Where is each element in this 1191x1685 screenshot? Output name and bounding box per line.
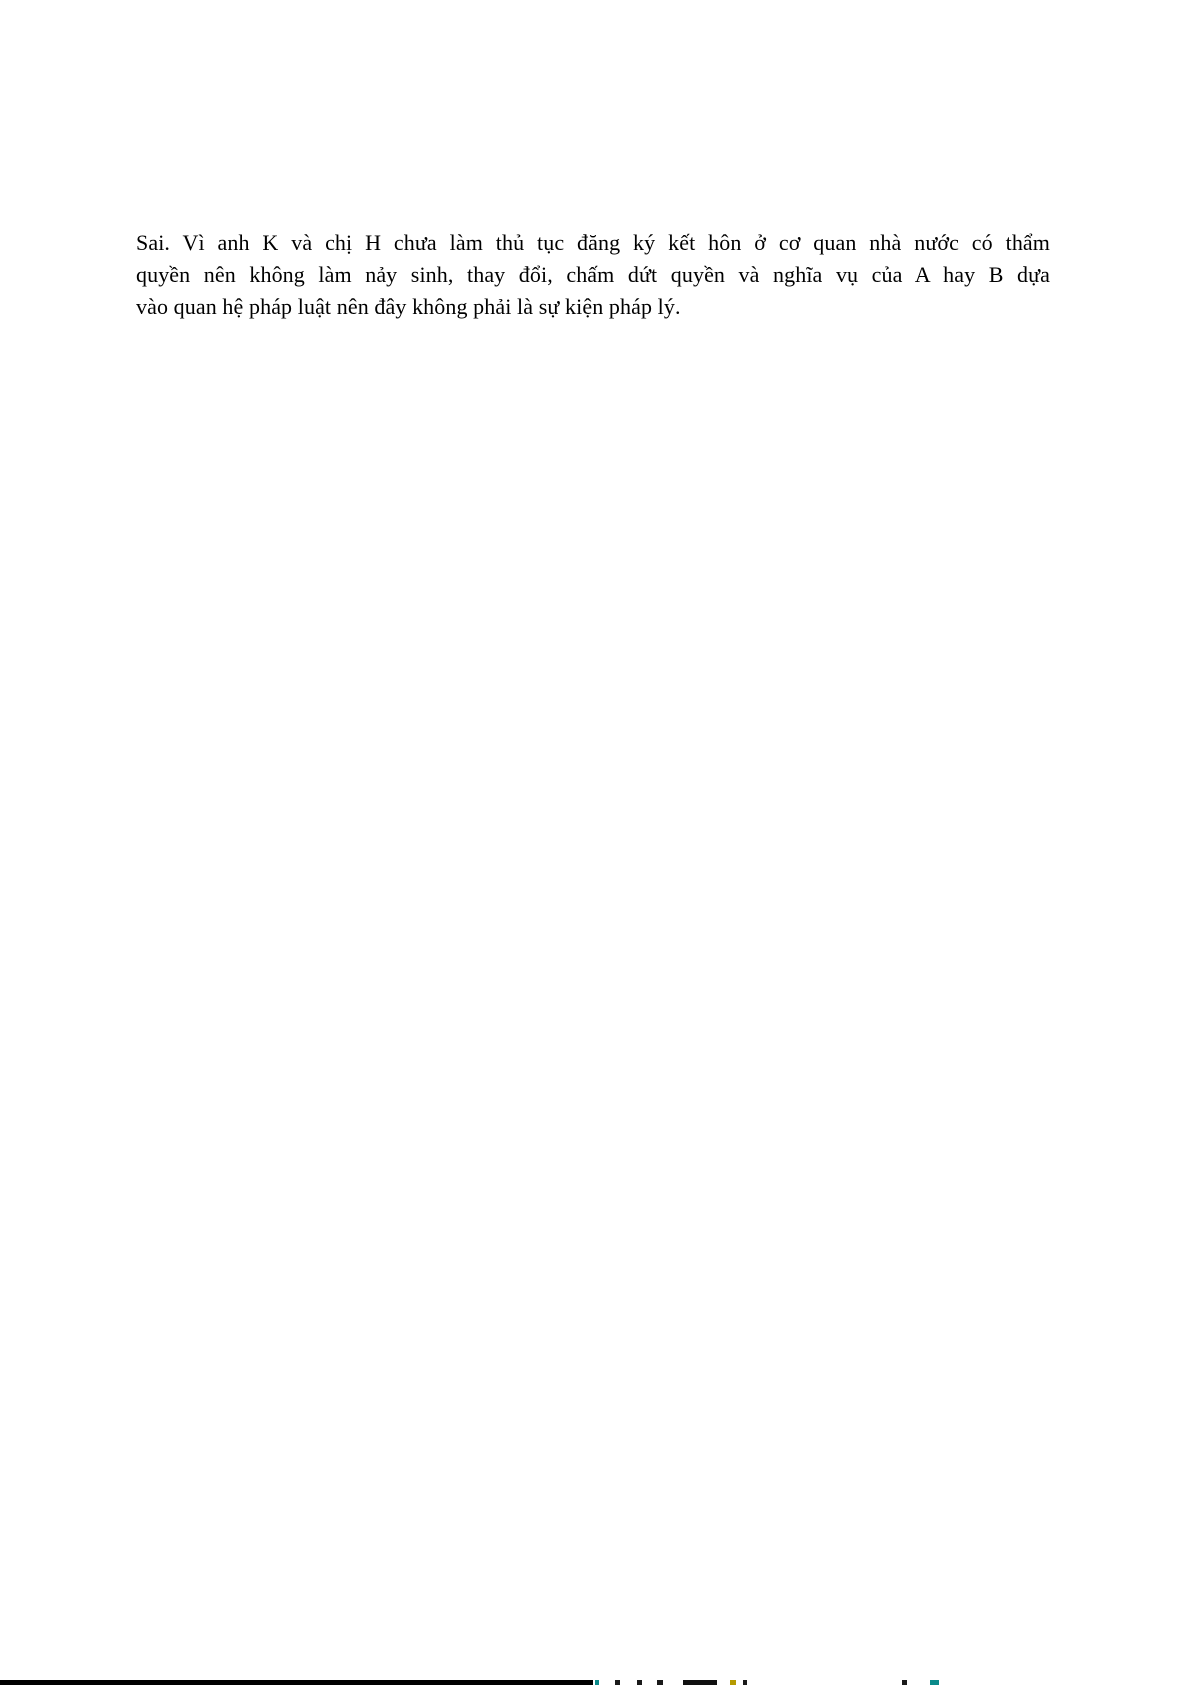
clipped-glyph-fragment [637,1680,642,1685]
clipped-glyph-fragment [730,1680,736,1685]
paragraph-line-1: Sai. Vì anh K và chị H chưa làm thủ tục đăng ký kết hôn ở cơ quan nhà nước có thẩm [136,230,1050,255]
clipped-glyph-fragment [930,1680,939,1685]
clipped-glyph-fragment [657,1680,663,1685]
clipped-glyph-fragment [683,1680,717,1685]
page-bottom-clipped-content [0,1677,1191,1685]
clipped-glyph-fragment [743,1680,747,1685]
clipped-text-marks [0,1678,1191,1685]
clipped-glyph-fragment [615,1680,620,1685]
clipped-glyph-fragment [902,1680,907,1685]
paragraph-line-3: vào quan hệ pháp luật nên đây không phải là sự kiện pháp lý. [136,294,681,319]
answer-paragraph [136,227,1050,323]
paragraph-line-2: quyền nên không làm nảy sinh, thay đổi, chấm dứt quyền và nghĩa vụ của A hay B dựa [136,262,1050,287]
clipped-glyph-fragment [595,1680,599,1685]
